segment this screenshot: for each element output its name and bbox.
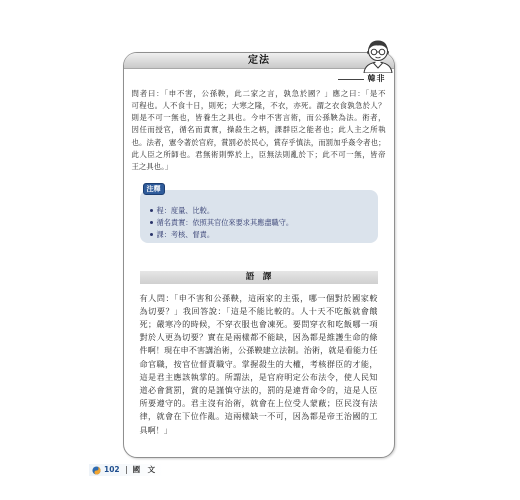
- translation-line: 道必會賞罰，賞的是謹慎守法的，罰的是違背命令的，這是人臣: [139, 384, 378, 395]
- scholar-portrait-icon: [361, 37, 395, 73]
- title-bar: [124, 53, 394, 69]
- lesson-frame: [123, 52, 395, 458]
- original-line: 可程也。人不食十日，則死；大寒之隆，不衣，亦死。謂之衣食孰急於人？: [131, 100, 386, 110]
- translation-line: 有人問：「申不害和公孫鞅，這兩家的主張，哪一個對於國家較: [139, 292, 379, 303]
- page-footer: [89, 464, 163, 476]
- original-text: [132, 88, 386, 174]
- original-line-last: 王之具也。」: [131, 162, 173, 172]
- author-name: 韓非: [367, 74, 386, 83]
- subject-label: 國 文: [132, 465, 156, 474]
- note-item: 循名責實：依照其官位來要求其應盡職守。: [150, 217, 370, 229]
- original-line: 問者曰：「申不害，公孫鞅，此二家之言，孰急於國？」應之曰：「是不: [131, 88, 387, 98]
- translation-line: 為切要？」我回答說：「這是不能比較的。人十天不吃飯就會餓: [139, 305, 379, 316]
- notes-list: [150, 205, 370, 241]
- original-line: 則是不可一無也，皆養生之具也。今申不害言術，而公孫鞅為法。術者，: [131, 113, 387, 123]
- original-line: 也。法者，憲令著於官府，賞罰必於民心，賞存乎慎法，而罰加乎姦令者也；: [131, 137, 386, 147]
- note-item: 程：度量、比較。: [150, 205, 370, 217]
- translation-line: 死；嚴寒冷的時候，不穿衣服也會凍死。要問穿衣和吃飯哪一項: [139, 318, 378, 329]
- translation-line-last: 具啊！」: [139, 424, 172, 435]
- page-number: 102: [104, 465, 120, 474]
- translation-line: 對於人更為切要？實在是兩樣都不能缺，因為都是維護生命的條: [139, 332, 378, 343]
- author-dash: [338, 79, 364, 80]
- translation-heading: 語 譯: [140, 271, 378, 284]
- notes-label: 注釋: [143, 183, 165, 195]
- translation-line: 所要遵守的。君主沒有治術，就會在上位受人蒙蔽；臣民沒有法: [139, 398, 378, 409]
- translation-line: 律，就會在下位作亂。這兩樣缺一不可，因為都是帝王治國的工: [139, 411, 378, 422]
- note-item: 課：考核、督責。: [150, 229, 370, 241]
- translation-line: 命官職，按官位督責職守。掌握殺生的大權，考核群臣的才能，: [139, 358, 378, 369]
- author-line: [338, 73, 386, 85]
- original-line: 此人臣之所師也。君無術則弊於上，臣無法則亂於下；此不可一無，皆帝: [131, 149, 387, 159]
- translation-line: 這是君主應該執掌的。所謂法，是官府明定公布法令，使人民知: [139, 371, 378, 382]
- original-line: 因任而授官，循名而責實，操殺生之柄，課群臣之能者也；此人主之所執: [131, 125, 387, 135]
- lesson-title: 定法: [248, 55, 270, 66]
- footer-divider: [126, 466, 127, 474]
- translation-line: 件啊！現在申不害講治術，公孫鞅建立法制。治術，就是看能力任: [139, 345, 378, 356]
- page-badge-icon: [92, 466, 101, 475]
- translation-text: [140, 292, 378, 437]
